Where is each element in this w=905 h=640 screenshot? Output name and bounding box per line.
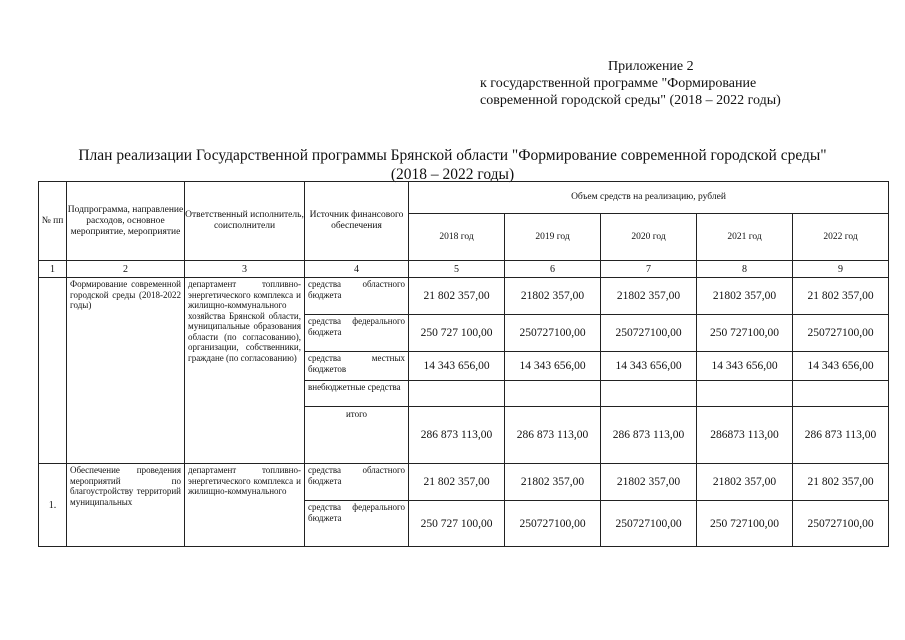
source-cell: средства федерального бюджета: [305, 501, 409, 547]
value-cell: 21802 357,00: [697, 278, 793, 315]
value-cell: 250 727100,00: [697, 501, 793, 547]
title-line: (2018 – 2022 годы): [390, 166, 515, 183]
header-subprogram: Подпрограмма, направление расходов, основное мероприятие, мероприятие: [67, 182, 185, 261]
value-cell: 250727100,00: [505, 501, 601, 547]
value-cell: [409, 381, 505, 407]
header-year: 2018 год: [409, 214, 505, 261]
header-source: Источник финансового обеспечения: [305, 182, 409, 261]
source-cell: внебюджетные средства: [305, 381, 409, 407]
annex-number: Приложение 2: [608, 59, 694, 74]
header-year: 2022 год: [793, 214, 889, 261]
source-cell: средства федерального бюджета: [305, 315, 409, 352]
value-cell: 21 802 357,00: [409, 464, 505, 501]
source-cell: средства областного бюджета: [305, 464, 409, 501]
header-year: 2021 год: [697, 214, 793, 261]
total-value: 286 873 113,00: [793, 407, 889, 464]
row-number: [39, 278, 67, 464]
value-cell: [601, 381, 697, 407]
annex-ref-line: современной городской среды" (2018 – 2022 годы): [480, 93, 781, 108]
value-cell: 250727100,00: [601, 315, 697, 352]
annex-ref-line: к государственной программе "Формирование: [480, 76, 757, 91]
total-value: 286 873 113,00: [505, 407, 601, 464]
col-number: 8: [697, 261, 793, 278]
total-value: 286 873 113,00: [409, 407, 505, 464]
value-cell: 250727100,00: [505, 315, 601, 352]
value-cell: 21802 357,00: [505, 278, 601, 315]
header-year: 2020 год: [601, 214, 697, 261]
header-year: 2019 год: [505, 214, 601, 261]
total-value: 286 873 113,00: [601, 407, 697, 464]
header-executor: Ответственный исполнитель, соисполнители: [185, 182, 305, 261]
value-cell: [697, 381, 793, 407]
table-row: [39, 278, 889, 315]
subprogram-cell: Формирование современной городской среды (2018-2022 годы): [67, 278, 185, 464]
col-number: 5: [409, 261, 505, 278]
value-cell: 21 802 357,00: [793, 464, 889, 501]
value-cell: 14 343 656,00: [409, 352, 505, 381]
col-number: 4: [305, 261, 409, 278]
title-line: План реализации Государственной программы Брянской области "Формирование современной городской среды": [78, 147, 827, 164]
value-cell: 21802 357,00: [601, 278, 697, 315]
value-cell: 21802 357,00: [697, 464, 793, 501]
subprogram-cell: Обеспечение проведения мероприятий по благоустройству территорий муниципальных: [67, 464, 185, 547]
value-cell: 250727100,00: [793, 501, 889, 547]
header-num: № пп: [39, 182, 67, 261]
table-row: [39, 464, 889, 501]
value-cell: 250 727 100,00: [409, 315, 505, 352]
col-number: 2: [67, 261, 185, 278]
value-cell: 250727100,00: [601, 501, 697, 547]
col-number: 1: [39, 261, 67, 278]
value-cell: 14 343 656,00: [793, 352, 889, 381]
value-cell: [505, 381, 601, 407]
col-number: 7: [601, 261, 697, 278]
executor-cell: департамент топливно-энергетического комплекса и жилищно-коммунального: [185, 464, 305, 547]
value-cell: 250 727 100,00: [409, 501, 505, 547]
annex-header: [480, 58, 781, 109]
value-cell: 21802 357,00: [601, 464, 697, 501]
col-number: 9: [793, 261, 889, 278]
header-volume: Объем средств на реализацию, рублей: [409, 182, 889, 214]
col-number: 6: [505, 261, 601, 278]
source-cell: средства областного бюджета: [305, 278, 409, 315]
value-cell: [793, 381, 889, 407]
total-label: итого: [305, 407, 409, 464]
row-number: 1.: [39, 464, 67, 547]
document-title: [0, 146, 905, 184]
value-cell: 14 343 656,00: [697, 352, 793, 381]
column-number-row: [39, 261, 889, 278]
source-cell: средства местных бюджетов: [305, 352, 409, 381]
total-value: 286873 113,00: [697, 407, 793, 464]
plan-table: [38, 181, 889, 547]
value-cell: 14 343 656,00: [601, 352, 697, 381]
value-cell: 250727100,00: [793, 315, 889, 352]
value-cell: 21 802 357,00: [409, 278, 505, 315]
value-cell: 21 802 357,00: [793, 278, 889, 315]
executor-cell: департамент топливно-энергетического комплекса и жилищно-коммунального хозяйства Брянской области, муниципальные образования области (по согласованию), организации, собственники, граждане (по согласованию): [185, 278, 305, 464]
col-number: 3: [185, 261, 305, 278]
value-cell: 21802 357,00: [505, 464, 601, 501]
value-cell: 250 727100,00: [697, 315, 793, 352]
value-cell: 14 343 656,00: [505, 352, 601, 381]
